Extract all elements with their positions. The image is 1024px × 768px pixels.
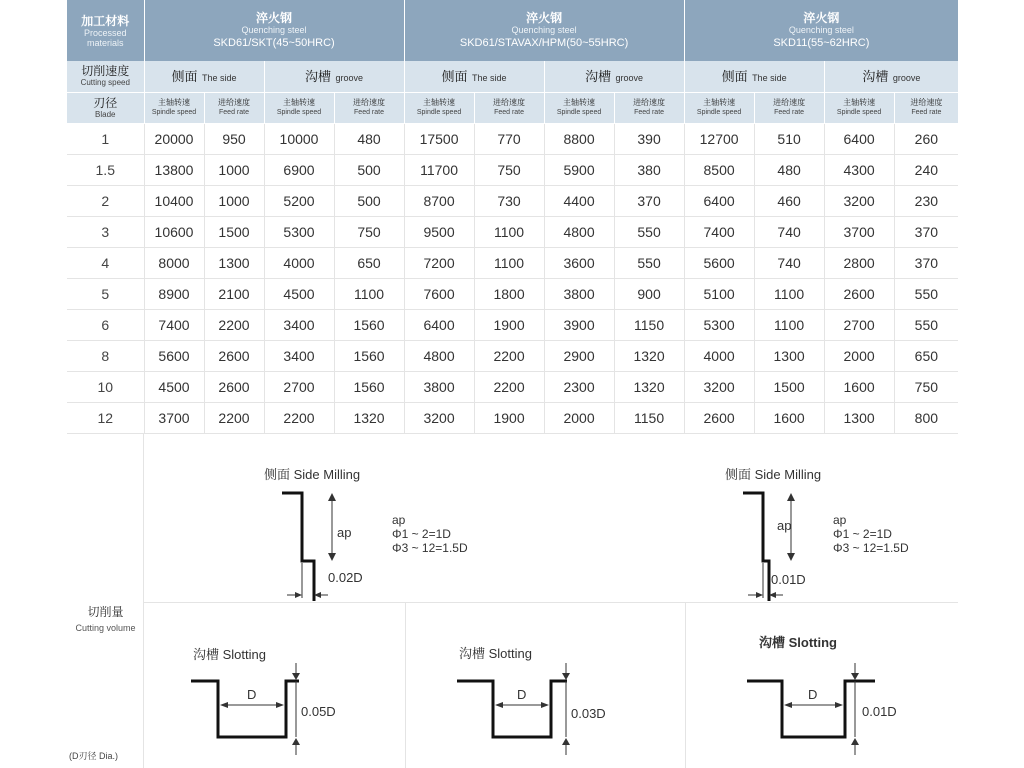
spindle-speed-cell: 4000 <box>264 247 334 278</box>
feed-rate-cell: 480 <box>754 154 824 185</box>
groove-header-2: 沟槽 groove <box>544 61 684 92</box>
feed-rate-cell: 1100 <box>334 278 404 309</box>
blade-diameter-cell: 8 <box>67 340 144 371</box>
feed-rate-cell: 900 <box>614 278 684 309</box>
feed-rate-cell: 370 <box>614 185 684 216</box>
feed-rate-cell: 370 <box>894 247 958 278</box>
feed-rate-cell: 380 <box>614 154 684 185</box>
feed-rate-cell: 230 <box>894 185 958 216</box>
spindle-speed-cell: 3700 <box>824 216 894 247</box>
spindle-speed-cell: 5100 <box>684 278 754 309</box>
spindle-speed-cell: 7400 <box>144 309 204 340</box>
material-group-3: 淬火钢 Quenching steel SKD11(55~62HRC) <box>684 0 958 61</box>
section-divider <box>144 602 958 603</box>
feed-rate-cell: 1000 <box>204 154 264 185</box>
spindle-speed-cell: 11700 <box>404 154 474 185</box>
feed-rate-cell: 1320 <box>614 371 684 402</box>
spindle-speed-cell: 2800 <box>824 247 894 278</box>
spindle-speed-cell: 20000 <box>144 123 204 154</box>
feed-rate-cell: 750 <box>334 216 404 247</box>
feed-rate-cell: 1560 <box>334 309 404 340</box>
blade-diameter-cell: 1 <box>67 123 144 154</box>
feed-rate-cell: 1500 <box>204 216 264 247</box>
spindle-speed-cell: 4800 <box>404 340 474 371</box>
spindle-speed-cell: 5300 <box>264 216 334 247</box>
spindle-speed-cell: 3400 <box>264 309 334 340</box>
processed-materials-header: 加工材料 Processed materials <box>67 0 144 61</box>
cutting-parameters-sheet <box>67 0 958 434</box>
spindle-speed-cell: 2900 <box>544 340 614 371</box>
spindle-speed-cell: 3200 <box>684 371 754 402</box>
blade-diameter-cell: 1.5 <box>67 154 144 185</box>
spindle-speed-cell: 8900 <box>144 278 204 309</box>
spindle-speed-cell: 5600 <box>684 247 754 278</box>
spindle-speed-cell: 12700 <box>684 123 754 154</box>
feed-rate-cell: 2600 <box>204 340 264 371</box>
spindle-speed-cell: 13800 <box>144 154 204 185</box>
cutting-volume-label: 切削量 Cutting volume (D刃径 Dia.) <box>67 433 144 768</box>
spindle-speed-cell: 10400 <box>144 185 204 216</box>
spindle-speed-cell: 6400 <box>824 123 894 154</box>
spindle-speed-cell: 5900 <box>544 154 614 185</box>
spindle-speed-cell: 8800 <box>544 123 614 154</box>
side-milling-title: 侧面 Side Milling <box>264 467 361 482</box>
blade-header: 刃径 Blade <box>67 92 144 123</box>
spec-large-dia: Φ3 ~ 12=1.5D <box>833 541 909 555</box>
side-header-1: 侧面 The side <box>144 61 264 92</box>
spindle-speed-cell: 8000 <box>144 247 204 278</box>
material-group-1: 淬火钢 Quenching steel SKD61/SKT(45~50HRC) <box>144 0 404 61</box>
spindle-speed-cell: 4300 <box>824 154 894 185</box>
table-row <box>67 216 958 247</box>
spindle-speed-cell: 17500 <box>404 123 474 154</box>
feed-rate-cell: 1100 <box>754 278 824 309</box>
spindle-speed-cell: 3200 <box>824 185 894 216</box>
feed-rate-cell: 1100 <box>474 216 544 247</box>
feed-rate-cell: 550 <box>894 309 958 340</box>
feed-rate-cell: 550 <box>614 247 684 278</box>
spindle-speed-cell: 4000 <box>684 340 754 371</box>
feed-rate-cell: 2200 <box>474 371 544 402</box>
feed-rate-cell: 1900 <box>474 402 544 433</box>
feed-rate-cell: 480 <box>334 123 404 154</box>
spindle-speed-cell: 4800 <box>544 216 614 247</box>
spindle-speed-cell: 8500 <box>684 154 754 185</box>
spindle-speed-cell: 7200 <box>404 247 474 278</box>
feed-rate-header: 进给速度 Feed rate <box>754 92 824 123</box>
feed-rate-cell: 740 <box>754 247 824 278</box>
slotting-title: 沟槽 Slotting <box>759 635 837 650</box>
feed-rate-header: 进给速度 Feed rate <box>334 92 404 123</box>
feed-rate-cell: 1560 <box>334 371 404 402</box>
spindle-speed-cell: 7600 <box>404 278 474 309</box>
blade-diameter-cell: 4 <box>67 247 144 278</box>
feed-rate-cell: 1800 <box>474 278 544 309</box>
feed-rate-cell: 730 <box>474 185 544 216</box>
spindle-speed-header: 主轴转速 Spindle speed <box>684 92 754 123</box>
feed-rate-header: 进给速度 Feed rate <box>474 92 544 123</box>
feed-rate-cell: 260 <box>894 123 958 154</box>
feed-rate-header: 进给速度 Feed rate <box>614 92 684 123</box>
feed-rate-cell: 770 <box>474 123 544 154</box>
slotting-drawing <box>457 663 587 763</box>
cutting-parameters-table <box>67 0 958 434</box>
feed-rate-cell: 240 <box>894 154 958 185</box>
spec-ap: ap <box>392 513 406 527</box>
spindle-speed-header: 主轴转速 Spindle speed <box>264 92 334 123</box>
groove-header-3: 沟槽 groove <box>824 61 958 92</box>
feed-rate-cell: 1500 <box>754 371 824 402</box>
blade-diameter-cell: 6 <box>67 309 144 340</box>
table-row <box>67 154 958 185</box>
spindle-speed-cell: 6900 <box>264 154 334 185</box>
spindle-speed-cell: 9500 <box>404 216 474 247</box>
feed-rate-cell: 1300 <box>754 340 824 371</box>
feed-rate-cell: 1600 <box>754 402 824 433</box>
feed-rate-cell: 500 <box>334 154 404 185</box>
slotting-title: 沟槽 Slotting <box>193 647 266 662</box>
spindle-speed-cell: 2700 <box>824 309 894 340</box>
feed-rate-cell: 2200 <box>204 402 264 433</box>
feed-rate-header: 进给速度 Feed rate <box>204 92 264 123</box>
table-row <box>67 371 958 402</box>
feed-rate-cell: 800 <box>894 402 958 433</box>
feed-rate-cell: 1100 <box>754 309 824 340</box>
d-label: D <box>808 687 818 702</box>
spindle-speed-cell: 7400 <box>684 216 754 247</box>
spindle-speed-cell: 3900 <box>544 309 614 340</box>
feed-rate-cell: 750 <box>474 154 544 185</box>
spec-small-dia: Φ1 ~ 2=1D <box>833 527 892 541</box>
blade-diameter-cell: 3 <box>67 216 144 247</box>
d-label: D <box>247 687 257 702</box>
feed-rate-cell: 750 <box>894 371 958 402</box>
depth-label: 0.01D <box>771 572 806 587</box>
blade-diameter-cell: 2 <box>67 185 144 216</box>
material-group-2: 淬火钢 Quenching steel SKD61/STAVAX/HPM(50~55HRC) <box>404 0 684 61</box>
feed-rate-cell: 370 <box>894 216 958 247</box>
blade-diameter-cell: 12 <box>67 402 144 433</box>
spindle-speed-cell: 2000 <box>824 340 894 371</box>
spindle-speed-cell: 5600 <box>144 340 204 371</box>
spindle-speed-cell: 1300 <box>824 402 894 433</box>
spindle-speed-header: 主轴转速 Spindle speed <box>404 92 474 123</box>
cutting-speed-header: 切削速度 Cutting speed <box>67 61 144 92</box>
feed-rate-cell: 1320 <box>614 340 684 371</box>
depth-label: 0.05D <box>301 704 336 719</box>
spindle-speed-cell: 6400 <box>684 185 754 216</box>
spindle-speed-cell: 5300 <box>684 309 754 340</box>
spindle-speed-cell: 4500 <box>144 371 204 402</box>
spindle-speed-cell: 3800 <box>544 278 614 309</box>
feed-rate-cell: 500 <box>334 185 404 216</box>
spindle-speed-cell: 3600 <box>544 247 614 278</box>
depth-label: 0.02D <box>328 570 363 585</box>
feed-rate-cell: 740 <box>754 216 824 247</box>
feed-rate-cell: 390 <box>614 123 684 154</box>
ap-label: ap <box>777 518 792 533</box>
side-milling-drawing <box>282 491 362 606</box>
feed-rate-cell: 2600 <box>204 371 264 402</box>
blade-diameter-cell: 10 <box>67 371 144 402</box>
blade-diameter-cell: 5 <box>67 278 144 309</box>
d-label: D <box>517 687 527 702</box>
spindle-speed-cell: 4500 <box>264 278 334 309</box>
spindle-speed-cell: 2000 <box>544 402 614 433</box>
spindle-speed-cell: 4400 <box>544 185 614 216</box>
spec-small-dia: Φ1 ~ 2=1D <box>392 527 451 541</box>
section-divider <box>405 602 406 768</box>
feed-rate-cell: 650 <box>334 247 404 278</box>
feed-rate-cell: 550 <box>894 278 958 309</box>
spindle-speed-header: 主轴转速 Spindle speed <box>144 92 204 123</box>
spindle-speed-cell: 6400 <box>404 309 474 340</box>
depth-label: 0.03D <box>571 706 606 721</box>
section-divider <box>685 602 686 768</box>
feed-rate-cell: 1100 <box>474 247 544 278</box>
feed-rate-cell: 950 <box>204 123 264 154</box>
diameter-note: (D刃径 Dia.) <box>69 751 118 761</box>
spindle-speed-cell: 3700 <box>144 402 204 433</box>
feed-rate-cell: 2100 <box>204 278 264 309</box>
table-row <box>67 247 958 278</box>
feed-rate-cell: 650 <box>894 340 958 371</box>
table-row <box>67 402 958 433</box>
spindle-speed-cell: 10000 <box>264 123 334 154</box>
spindle-speed-cell: 1600 <box>824 371 894 402</box>
groove-header-1: 沟槽 groove <box>264 61 404 92</box>
spec-ap: ap <box>833 513 847 527</box>
side-milling-drawing <box>743 491 823 606</box>
feed-rate-cell: 1300 <box>204 247 264 278</box>
slotting-title: 沟槽 Slotting <box>459 646 532 661</box>
spindle-speed-cell: 3200 <box>404 402 474 433</box>
spindle-speed-cell: 3800 <box>404 371 474 402</box>
side-header-2: 侧面 The side <box>404 61 544 92</box>
spindle-speed-cell: 2700 <box>264 371 334 402</box>
feed-rate-cell: 1150 <box>614 402 684 433</box>
spindle-speed-cell: 2200 <box>264 402 334 433</box>
feed-rate-cell: 1000 <box>204 185 264 216</box>
feed-rate-header: 进给速度 Feed rate <box>894 92 958 123</box>
table-row <box>67 309 958 340</box>
spindle-speed-cell: 5200 <box>264 185 334 216</box>
feed-rate-cell: 2200 <box>474 340 544 371</box>
spindle-speed-header: 主轴转速 Spindle speed <box>544 92 614 123</box>
spindle-speed-cell: 2300 <box>544 371 614 402</box>
feed-rate-cell: 1560 <box>334 340 404 371</box>
spindle-speed-cell: 8700 <box>404 185 474 216</box>
table-row <box>67 185 958 216</box>
table-row <box>67 278 958 309</box>
feed-rate-cell: 1320 <box>334 402 404 433</box>
feed-rate-cell: 1150 <box>614 309 684 340</box>
feed-rate-cell: 510 <box>754 123 824 154</box>
spec-large-dia: Φ3 ~ 12=1.5D <box>392 541 468 555</box>
feed-rate-cell: 2200 <box>204 309 264 340</box>
feed-rate-cell: 460 <box>754 185 824 216</box>
table-row <box>67 340 958 371</box>
spindle-speed-cell: 10600 <box>144 216 204 247</box>
table-row <box>67 123 958 154</box>
spindle-speed-header: 主轴转速 Spindle speed <box>824 92 894 123</box>
depth-label: 0.01D <box>862 704 897 719</box>
feed-rate-cell: 550 <box>614 216 684 247</box>
ap-label: ap <box>337 525 352 540</box>
feed-rate-cell: 1900 <box>474 309 544 340</box>
side-milling-title: 侧面 Side Milling <box>725 467 822 482</box>
cutting-volume-section <box>67 433 958 768</box>
spindle-speed-cell: 2600 <box>824 278 894 309</box>
side-header-3: 侧面 The side <box>684 61 824 92</box>
spindle-speed-cell: 2600 <box>684 402 754 433</box>
spindle-speed-cell: 3400 <box>264 340 334 371</box>
